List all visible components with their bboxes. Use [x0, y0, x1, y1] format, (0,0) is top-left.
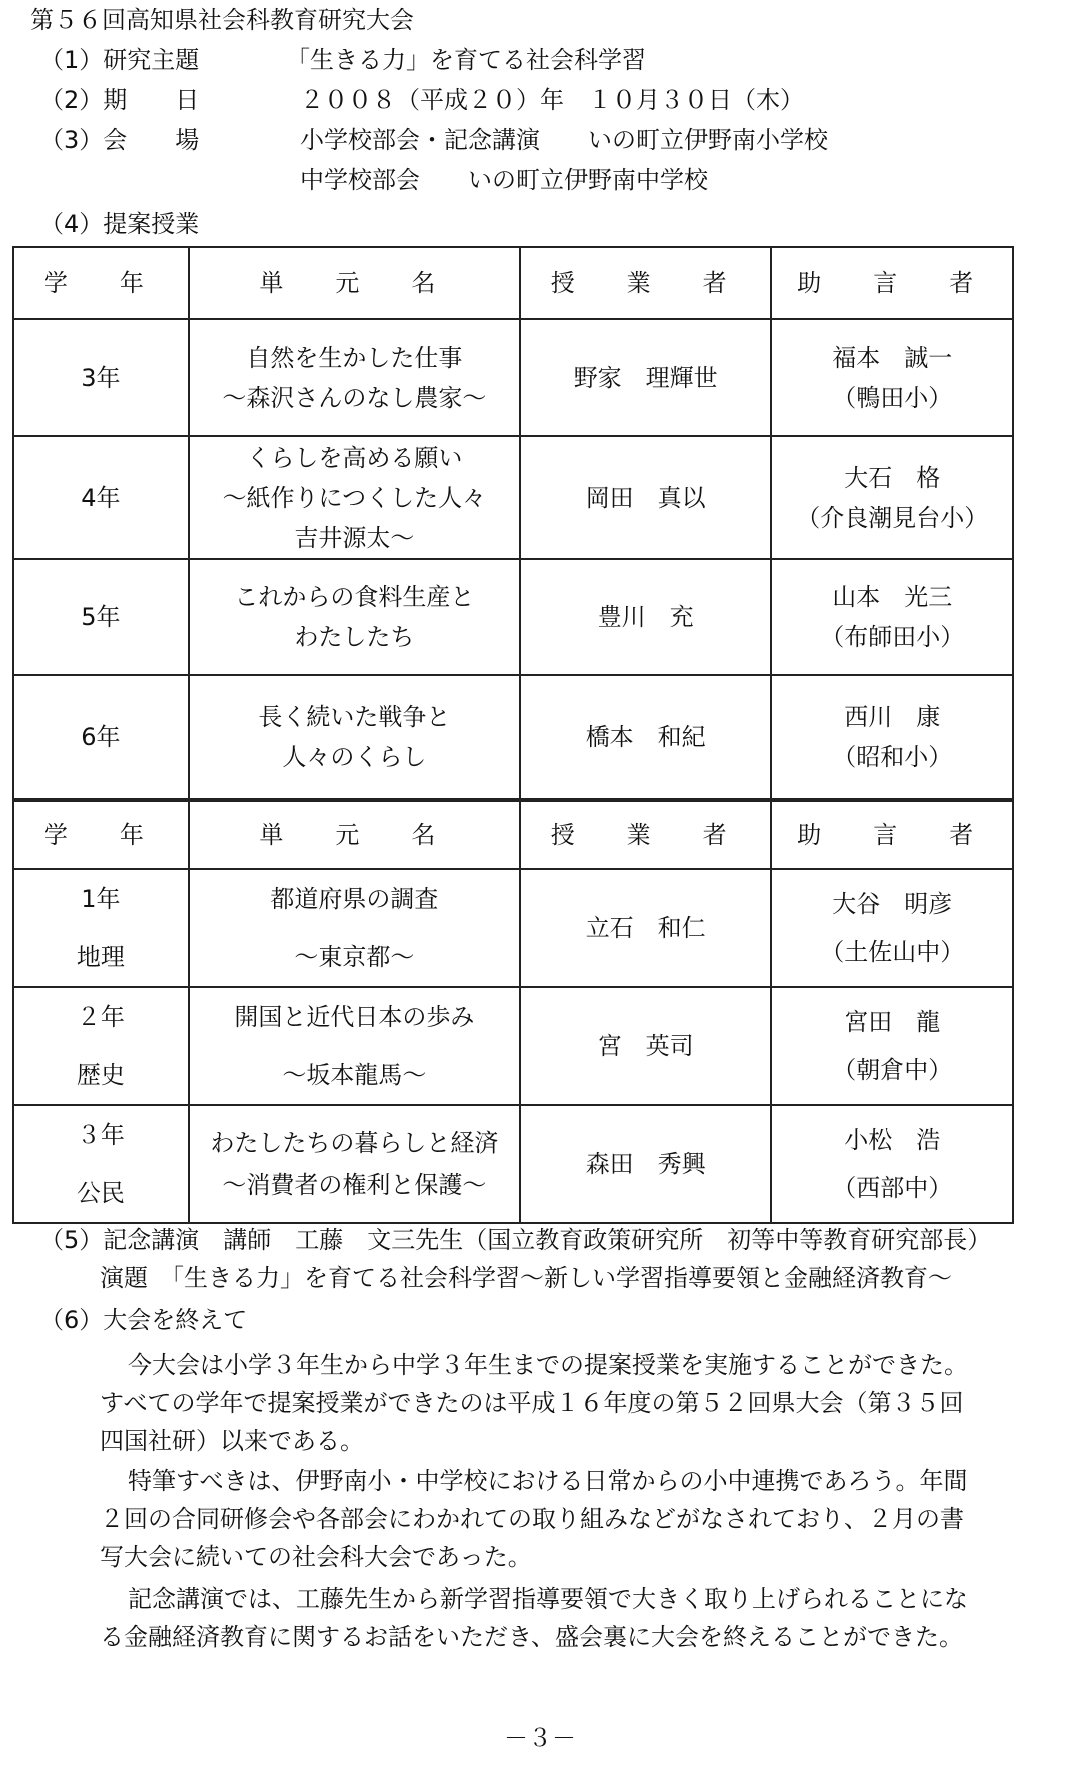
- header-unit: 単 元 名: [189, 801, 520, 869]
- document-title: 第５６回高知県社会科教育研究大会: [30, 6, 414, 34]
- header-advisor: 助 言 者: [771, 247, 1013, 319]
- page-number: －３－: [504, 1724, 576, 1752]
- closing-paragraph-line: 今大会は小学３年生から中学３年生までの提案授業を実施することができた。: [128, 1351, 968, 1379]
- header-grade: 学 年: [13, 247, 189, 319]
- venue-label: （3）会 場: [40, 126, 200, 154]
- closing-paragraph-line: すべての学年で提案授業ができたのは平成１６年度の第５２回県大会（第３５回: [100, 1389, 964, 1417]
- lecture-topic: 演題 「生きる力」を育てる社会科学習～新しい学習指導要領と金融経済教育～: [100, 1264, 952, 1292]
- header-grade: 学 年: [13, 801, 189, 869]
- elementary-lessons-table: [12, 246, 1014, 800]
- closing-paragraph-line: 写大会に続いての社会科大会であった。: [100, 1543, 532, 1571]
- unit-cell: くらしを高める願い ～紙作りにつくした人々 吉井源太～: [189, 436, 520, 559]
- header-advisor: 助 言 者: [771, 801, 1013, 869]
- lessons-label: （4）提案授業: [40, 210, 200, 238]
- table-row: [13, 559, 1013, 675]
- unit-cell: わたしたちの暮らしと経済 ～消費者の権利と保護～: [189, 1105, 520, 1223]
- table-row: [13, 1105, 1013, 1223]
- table-header-row: [13, 247, 1013, 319]
- unit-cell: 自然を生かした仕事 ～森沢さんのなし農家～: [189, 319, 520, 436]
- advisor-cell: 山本 光三 （布師田小）: [771, 559, 1013, 675]
- advisor-cell: 大谷 明彦 （土佐山中）: [771, 869, 1013, 987]
- closing-paragraph-line: ２回の合同研修会や各部会にわかれての取り組みなどがなされており、２月の書: [100, 1505, 964, 1533]
- unit-cell: 開国と近代日本の歩み ～坂本龍馬～: [189, 987, 520, 1105]
- advisor-cell: 小松 浩 （西部中）: [771, 1105, 1013, 1223]
- unit-cell: 都道府県の調査 ～東京都～: [189, 869, 520, 987]
- unit-cell: 長く続いた戦争と 人々のくらし: [189, 675, 520, 799]
- grade-cell: 1年 地理: [13, 869, 189, 987]
- venue-junior-high: 中学校部会 いの町立伊野南中学校: [300, 166, 708, 194]
- teacher-cell: 豊川 充: [520, 559, 771, 675]
- table-row: [13, 436, 1013, 559]
- table-header-row: [13, 801, 1013, 869]
- teacher-cell: 野家 理輝世: [520, 319, 771, 436]
- venue-elementary: 小学校部会・記念講演 いの町立伊野南小学校: [300, 126, 828, 154]
- grade-cell: 3年: [13, 319, 189, 436]
- grade-cell: 6年: [13, 675, 189, 799]
- date-value: ２００８（平成２０）年 １０月３０日（木）: [300, 86, 804, 114]
- junior-high-lessons-table: [12, 800, 1014, 1224]
- date-label: （2）期 日: [40, 86, 200, 114]
- teacher-cell: 橋本 和紀: [520, 675, 771, 799]
- theme-label: （1）研究主題: [40, 46, 200, 74]
- closing-paragraph-line: 特筆すべきは、伊野南小・中学校における日常からの小中連携であろう。年間: [128, 1467, 968, 1495]
- teacher-cell: 岡田 真以: [520, 436, 771, 559]
- lecture-line: （5）記念講演 講師 工藤 文三先生（国立教育政策研究所 初等中等教育研究部長）: [40, 1226, 992, 1254]
- table-row: [13, 675, 1013, 799]
- teacher-cell: 森田 秀興: [520, 1105, 771, 1223]
- advisor-cell: 宮田 龍 （朝倉中）: [771, 987, 1013, 1105]
- closing-paragraph-line: る金融経済教育に関するお話をいただき、盛会裏に大会を終えることができた。: [100, 1623, 964, 1651]
- closing-paragraph-line: 四国社研）以来である。: [100, 1427, 364, 1455]
- teacher-cell: 立石 和仁: [520, 869, 771, 987]
- closing-label: （6）大会を終えて: [40, 1306, 248, 1334]
- theme-value: 「生きる力」を育てる社会科学習: [286, 46, 646, 74]
- header-unit: 単 元 名: [189, 247, 520, 319]
- table-row: [13, 987, 1013, 1105]
- table-row: [13, 869, 1013, 987]
- grade-cell: ３年 公民: [13, 1105, 189, 1223]
- closing-paragraph-line: 記念講演では、工藤先生から新学習指導要領で大きく取り上げられることにな: [128, 1585, 968, 1613]
- unit-cell: これからの食料生産と わたしたち: [189, 559, 520, 675]
- table-row: [13, 319, 1013, 436]
- header-teacher: 授 業 者: [520, 247, 771, 319]
- advisor-cell: 西川 康 （昭和小）: [771, 675, 1013, 799]
- header-teacher: 授 業 者: [520, 801, 771, 869]
- advisor-cell: 福本 誠一 （鴨田小）: [771, 319, 1013, 436]
- grade-cell: 5年: [13, 559, 189, 675]
- grade-cell: 4年: [13, 436, 189, 559]
- advisor-cell: 大石 格 （介良潮見台小）: [771, 436, 1013, 559]
- grade-cell: ２年 歴史: [13, 987, 189, 1105]
- teacher-cell: 宮 英司: [520, 987, 771, 1105]
